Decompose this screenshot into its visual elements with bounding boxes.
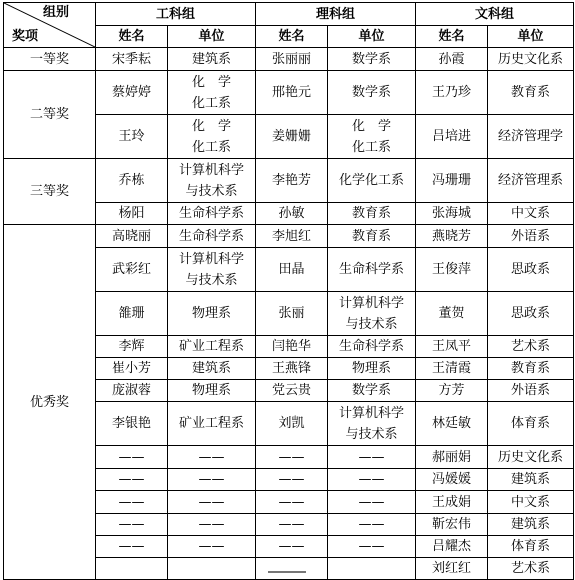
winner-name-cell: 姜姗姗 xyxy=(256,115,328,159)
winner-name-cell: 王俊萍 xyxy=(416,248,488,292)
winner-name-cell: 吕培进 xyxy=(416,115,488,159)
winner-unit-cell: 计算机科学 与技术系 xyxy=(328,402,416,446)
winner-unit-cell: 物理系 xyxy=(168,292,256,336)
winner-name-cell: —— xyxy=(256,514,328,536)
winner-unit-cell xyxy=(328,558,416,580)
winner-name-cell: 李旭红 xyxy=(256,225,328,248)
winner-name-cell: 方芳 xyxy=(416,380,488,402)
column-header-name: 姓名 xyxy=(416,26,488,48)
winner-unit-cell: 建筑系 xyxy=(488,469,574,491)
winner-name-cell: 董贺 xyxy=(416,292,488,336)
winner-name-cell: —— xyxy=(256,491,328,514)
winner-name-cell: 孙敏 xyxy=(256,203,328,225)
winner-unit-cell: 计算机科学 与技术系 xyxy=(168,159,256,203)
winner-name-cell: 高晓丽 xyxy=(96,225,168,248)
winner-unit-cell: 艺术系 xyxy=(488,558,574,580)
winner-unit-cell: —— xyxy=(168,536,256,558)
winner-name-cell: —— xyxy=(96,514,168,536)
winner-name-cell: 雒珊 xyxy=(96,292,168,336)
winner-unit-cell: 计算机科学 与技术系 xyxy=(168,248,256,292)
winner-unit-cell: 体育系 xyxy=(488,536,574,558)
winner-name-cell: 刘红红 xyxy=(416,558,488,580)
winner-unit-cell: 物理系 xyxy=(328,358,416,380)
award-level-cell: 二等奖 xyxy=(4,71,96,159)
group-header-engineering: 工科组 xyxy=(96,3,256,26)
bottom-divider xyxy=(268,571,306,573)
winner-unit-cell: 思政系 xyxy=(488,248,574,292)
winner-unit-cell: 化 学 化工系 xyxy=(168,71,256,115)
corner-group-label: 组别 xyxy=(42,5,69,20)
winner-unit-cell: 生命科学系 xyxy=(168,225,256,248)
winner-unit-cell: 建筑系 xyxy=(168,358,256,380)
award-table xyxy=(3,2,574,580)
winner-name-cell: 武彩红 xyxy=(96,248,168,292)
winner-name-cell: 孙霞 xyxy=(416,48,488,71)
winner-unit-cell: 物理系 xyxy=(168,380,256,402)
header-corner-cell xyxy=(4,3,96,48)
winner-unit-cell: —— xyxy=(328,469,416,491)
table-row xyxy=(4,71,574,115)
winner-name-cell: —— xyxy=(96,491,168,514)
winner-name-cell: 王凤平 xyxy=(416,336,488,358)
winner-unit-cell: 中文系 xyxy=(488,491,574,514)
winner-unit-cell: 数学系 xyxy=(328,380,416,402)
winner-name-cell: 张丽丽 xyxy=(256,48,328,71)
winner-unit-cell: 教育系 xyxy=(488,71,574,115)
winner-unit-cell: 外语系 xyxy=(488,225,574,248)
winner-unit-cell: —— xyxy=(328,446,416,469)
winner-name-cell: —— xyxy=(96,536,168,558)
table-row xyxy=(4,225,574,248)
table-row xyxy=(4,159,574,203)
winner-unit-cell: 生命科学系 xyxy=(168,203,256,225)
winner-unit-cell: 历史文化系 xyxy=(488,446,574,469)
winner-name-cell: 燕晓芳 xyxy=(416,225,488,248)
winner-name-cell: 李银艳 xyxy=(96,402,168,446)
winner-unit-cell: 教育系 xyxy=(328,225,416,248)
winner-name-cell: 冯珊珊 xyxy=(416,159,488,203)
winner-unit-cell: 历史文化系 xyxy=(488,48,574,71)
winner-unit-cell: 经济管理学 xyxy=(488,115,574,159)
winner-unit-cell: —— xyxy=(328,491,416,514)
winner-unit-cell: —— xyxy=(168,514,256,536)
winner-name-cell: 王清霞 xyxy=(416,358,488,380)
winner-name-cell: 乔栋 xyxy=(96,159,168,203)
column-header-name: 姓名 xyxy=(256,26,328,48)
column-header-unit: 单位 xyxy=(488,26,574,48)
winner-name-cell: 王玲 xyxy=(96,115,168,159)
award-level-cell: 三等奖 xyxy=(4,159,96,225)
winner-unit-cell: —— xyxy=(328,536,416,558)
winner-unit-cell xyxy=(168,558,256,580)
winner-name-cell: —— xyxy=(256,536,328,558)
winner-name-cell: 崔小芳 xyxy=(96,358,168,380)
corner-award-label: 奖项 xyxy=(12,29,39,44)
winner-unit-cell: —— xyxy=(168,446,256,469)
winner-unit-cell: —— xyxy=(168,491,256,514)
winner-unit-cell: 外语系 xyxy=(488,380,574,402)
winner-unit-cell: 化 学 化工系 xyxy=(168,115,256,159)
winner-name-cell: 刘凯 xyxy=(256,402,328,446)
winner-unit-cell: 经济管理系 xyxy=(488,159,574,203)
winner-name-cell: 郝丽娟 xyxy=(416,446,488,469)
winner-name-cell: 蔡婷婷 xyxy=(96,71,168,115)
winner-name-cell: —— xyxy=(96,446,168,469)
column-header-name: 姓名 xyxy=(96,26,168,48)
winner-unit-cell: 数学系 xyxy=(328,71,416,115)
winner-unit-cell: 教育系 xyxy=(328,203,416,225)
winner-name-cell: 张丽 xyxy=(256,292,328,336)
winner-name-cell: 王燕锋 xyxy=(256,358,328,380)
winner-unit-cell: 生命科学系 xyxy=(328,336,416,358)
winner-unit-cell: 数学系 xyxy=(328,48,416,71)
winner-name-cell: 林廷敏 xyxy=(416,402,488,446)
winner-unit-cell: 矿业工程系 xyxy=(168,402,256,446)
winner-name-cell: 庞淑蓉 xyxy=(96,380,168,402)
winner-unit-cell: 化学化工系 xyxy=(328,159,416,203)
winner-name-cell: 王成娟 xyxy=(416,491,488,514)
winner-unit-cell: 建筑系 xyxy=(168,48,256,71)
winner-name-cell xyxy=(256,558,328,580)
winner-name-cell: 闫艳华 xyxy=(256,336,328,358)
winner-unit-cell: 艺术系 xyxy=(488,336,574,358)
winner-name-cell: 王乃珍 xyxy=(416,71,488,115)
winner-name-cell: 冯媛媛 xyxy=(416,469,488,491)
group-header-science: 理科组 xyxy=(256,3,416,26)
winner-unit-cell: 计算机科学 与技术系 xyxy=(328,292,416,336)
winner-name-cell: 李艳芳 xyxy=(256,159,328,203)
winner-name-cell: —— xyxy=(256,469,328,491)
column-header-unit: 单位 xyxy=(168,26,256,48)
winner-name-cell: 张海城 xyxy=(416,203,488,225)
winner-unit-cell: 化 学 化工系 xyxy=(328,115,416,159)
table-row xyxy=(4,48,574,71)
winner-name-cell: 靳宏伟 xyxy=(416,514,488,536)
award-level-cell: 优秀奖 xyxy=(4,225,96,580)
winner-name-cell: 吕耀杰 xyxy=(416,536,488,558)
winner-unit-cell: 生命科学系 xyxy=(328,248,416,292)
winner-name-cell: 田晶 xyxy=(256,248,328,292)
winner-unit-cell: 建筑系 xyxy=(488,514,574,536)
winner-name-cell: —— xyxy=(256,446,328,469)
winner-name-cell: 宋季耘 xyxy=(96,48,168,71)
column-header-unit: 单位 xyxy=(328,26,416,48)
winner-name-cell: —— xyxy=(96,469,168,491)
winner-unit-cell: 中文系 xyxy=(488,203,574,225)
winner-unit-cell: —— xyxy=(168,469,256,491)
winner-unit-cell: 体育系 xyxy=(488,402,574,446)
winner-name-cell: 杨阳 xyxy=(96,203,168,225)
winner-unit-cell: 教育系 xyxy=(488,358,574,380)
winner-name-cell: 邢艳元 xyxy=(256,71,328,115)
winner-unit-cell: 思政系 xyxy=(488,292,574,336)
award-level-cell: 一等奖 xyxy=(4,48,96,71)
winner-unit-cell: 矿业工程系 xyxy=(168,336,256,358)
winner-name-cell: 李辉 xyxy=(96,336,168,358)
group-header-liberal-arts: 文科组 xyxy=(416,3,574,26)
winner-name-cell xyxy=(96,558,168,580)
winner-unit-cell: —— xyxy=(328,514,416,536)
winner-name-cell: 党云贵 xyxy=(256,380,328,402)
